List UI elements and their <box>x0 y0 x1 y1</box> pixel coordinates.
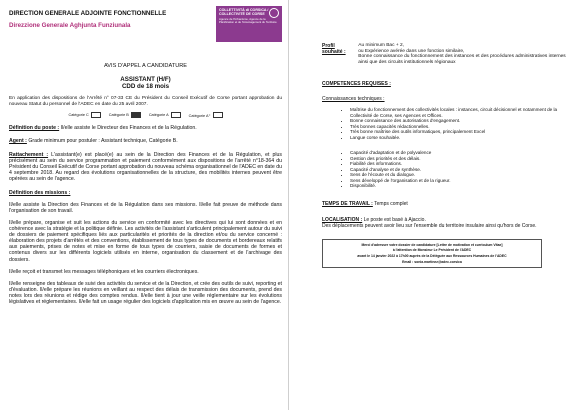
category-c-label: Catégorie C <box>68 113 89 118</box>
category-c-checkbox <box>91 112 101 118</box>
post-title: ASSISTANT (H/F) <box>120 76 171 83</box>
location-value: Le poste est basé à Ajaccio. <box>362 216 426 223</box>
list-item: • Capacité d'adaptation et de polyvalence <box>350 150 571 156</box>
mission-paragraph: Il/elle renseigne des tableaux de suivi des activités du service et de la Direction, et crée des outils de suivi, reporting et d'évaluation. Il/elle prépare les réunions en veillant au respect des délais de transmission des documents, prend des notes lors des réunions et rédige des comptes rendus. Il/elle tient à jour une veille réglementaire sur les évolutions législatives et réglementaires. Il/elle fait un usage régulier des logiciels d'application mis en œuvre au sein de l'agence. <box>9 280 282 306</box>
definition-label: Définition du poste : <box>9 125 60 132</box>
location-travel-note: Des déplacements peuvent avoir lieu sur l'ensemble du territoire insulaire ainsi qu'hors de Corse. <box>322 222 537 229</box>
header-title: DIRECTION GENERALE ADJOINTE FONCTIONNELLE <box>9 10 167 17</box>
mission-paragraph: Il/elle prépare, organise et suit les actions du service en conformité avec les directives qui lui sont données et en cohérence avec la stratégie et la politique définie. Les activités de l'assistant s'articulent principalement autour du suivi de dossiers de paiement spécifiques liés aux particularités et priorités de la direction et/ou du service concerné : élaboration des projets d'arrêtés et des conventions, établissement de tous types de documents et bordereaux relatifs aux paiements, prises de notes et mise en forme de tous types de courriers, saisie de documents de formes et contenus divers sur les différents logiciels utilisés en interne, organisation du classement et de l'archivage des dossiers. <box>9 220 282 263</box>
connaissances-label: Connaissances techniques : <box>322 96 385 103</box>
definition-text: Il/elle assiste le Directeur des Finances et de la Régulation. <box>59 125 197 132</box>
missions-heading <box>9 190 282 196</box>
list-item: • Langue corse souhaitée. <box>350 135 571 141</box>
logo-line-2: Agence de l'Urbanisme, Agence de la Planification et de l'Aménagement du Territoire <box>219 17 277 25</box>
application-recipient: à l'attention de Monsieur Le Président de l'ADEC <box>392 248 472 253</box>
profile-label: Profil souhaité : <box>322 43 346 55</box>
header-subtitle: Direzzione Generale Aghjunta Funziunala <box>9 22 131 29</box>
notice-type: AVIS D'APPEL A CANDIDATURE <box>103 63 188 69</box>
profile-line: ou Expérience avérée dans une fonction similaire, <box>358 48 465 54</box>
mission-paragraph: Il/elle reçoit et transmet les messages téléphoniques et les courriers électroniques. <box>9 268 199 275</box>
list-item: • Capacité d'analyse et de synthèse. <box>350 167 571 173</box>
technical-skills-list <box>322 107 571 140</box>
rattachement-section <box>9 152 282 183</box>
category-a-checkbox <box>171 112 181 118</box>
competences-heading: COMPETENCES REQUISES : <box>322 81 391 88</box>
contract-duration: CDD de 18 mois <box>121 83 170 90</box>
category-b-label: Catégorie B <box>108 113 129 118</box>
category-a-plus-checkbox <box>213 112 223 118</box>
logo-emblem-icon <box>269 8 279 18</box>
rattachement-label: Rattachement : <box>9 151 49 158</box>
profile-line: Au minimum Bac + 2, <box>358 43 404 48</box>
list-item: • Fiabilité des informations. <box>350 161 571 167</box>
working-time-section <box>322 201 571 207</box>
category-a-plus <box>189 112 223 118</box>
working-time-value: Temps complet <box>372 200 408 207</box>
list-item: • Disponibilité. <box>350 183 571 189</box>
category-c <box>68 112 100 118</box>
list-item: • Très bonne maîtrise des outils informatiques, principalement Excel <box>350 129 571 135</box>
page-left <box>0 0 289 410</box>
application-box <box>322 239 542 268</box>
logo-line-1: COLLETTIVITÀ di CORSICA / COLLECTIVITÉ DE CORSE <box>219 8 269 16</box>
grade-section <box>9 138 282 144</box>
list-item: • Sens de l'écoute et du dialogue. <box>350 172 571 178</box>
working-time-label: TEMPS DE TRAVAIL : <box>322 200 373 207</box>
rattachement-text: L'assistant(e) est placé(e) au sein de la Direction des Finances et de la Régulation, et plus précisément au sein du service programmation et paiement conformément aux dispositions de l'arrêté n°18-364 du Président du Conseil Exécutif de Corse portant approbation du nouveau schéma organisationnel de l'ADEC en date du 4 septembre 2018. Au regard des évolutions organisationnelles de la structure, des mobilités internes peuvent être opérées au sein de l'agence. <box>9 151 282 183</box>
definition-section <box>9 125 282 131</box>
grade-text: Grade minimum pour postuler : Assistant technique, Catégorie B. <box>26 138 178 145</box>
category-b-checkbox <box>131 112 141 118</box>
application-email: Email : sonia.martinez@adec.corsica <box>402 259 462 264</box>
list-item: • Bonne connaissance des autorisations d'engagement. <box>350 118 571 124</box>
location-label: LOCALISATION : <box>322 216 363 223</box>
profile-text <box>358 43 571 65</box>
mission-paragraph: Il/elle assiste la Direction des Finances et de la Régulation dans ses missions. Il/elle fait preuve de méthode dans l'organisation de son travail. <box>9 201 282 214</box>
category-a <box>149 112 181 118</box>
profile-section <box>322 43 571 65</box>
soft-skills-list <box>322 150 571 189</box>
category-a-label: Catégorie A <box>148 113 169 118</box>
list-item: • Gestion des priorités et des délais. <box>350 156 571 162</box>
category-b <box>109 112 141 118</box>
application-deadline: avant le 14 janvier 2022 à 17h00 auprès de la Déléguée aux Ressources Humaines de l'ADEC <box>357 254 507 259</box>
list-item: • Sens développé de l'organisation et de la rigueur. <box>350 178 571 184</box>
application-instructions: Merci d'adresser votre dossier de candidature [Lettre de motivation et curriculum Vitae] <box>361 242 503 247</box>
legal-intro: En application des dispositions de l'Arrêté n° 07-33 CE du Président du Conseil Exécutif de Corse portant approbation du nouveau Statut du personnel de l'ADEC en date du 25 avril 2007. <box>9 96 282 107</box>
missions-label: Définition des missions : <box>9 189 71 196</box>
grade-label: Agent : <box>9 138 27 145</box>
list-item: • Maîtrise du fonctionnement des collectivités locales : instances, circuit décisionnel et notamment de la Collectivité de Corse, ses Agences et Offices. <box>350 107 571 118</box>
agency-logo <box>216 6 282 42</box>
profile-line: Bonne connaissance du fonctionnement des instances et des procédures administratives internes ainsi que des circuits institutionnels régionaux <box>358 54 566 65</box>
category-checkboxes <box>9 112 282 118</box>
category-a-plus-label: Catégorie A⁺ <box>188 113 211 118</box>
page-right <box>290 0 579 410</box>
list-item: • Très bonnes capacités rédactionnelles. <box>350 124 571 130</box>
